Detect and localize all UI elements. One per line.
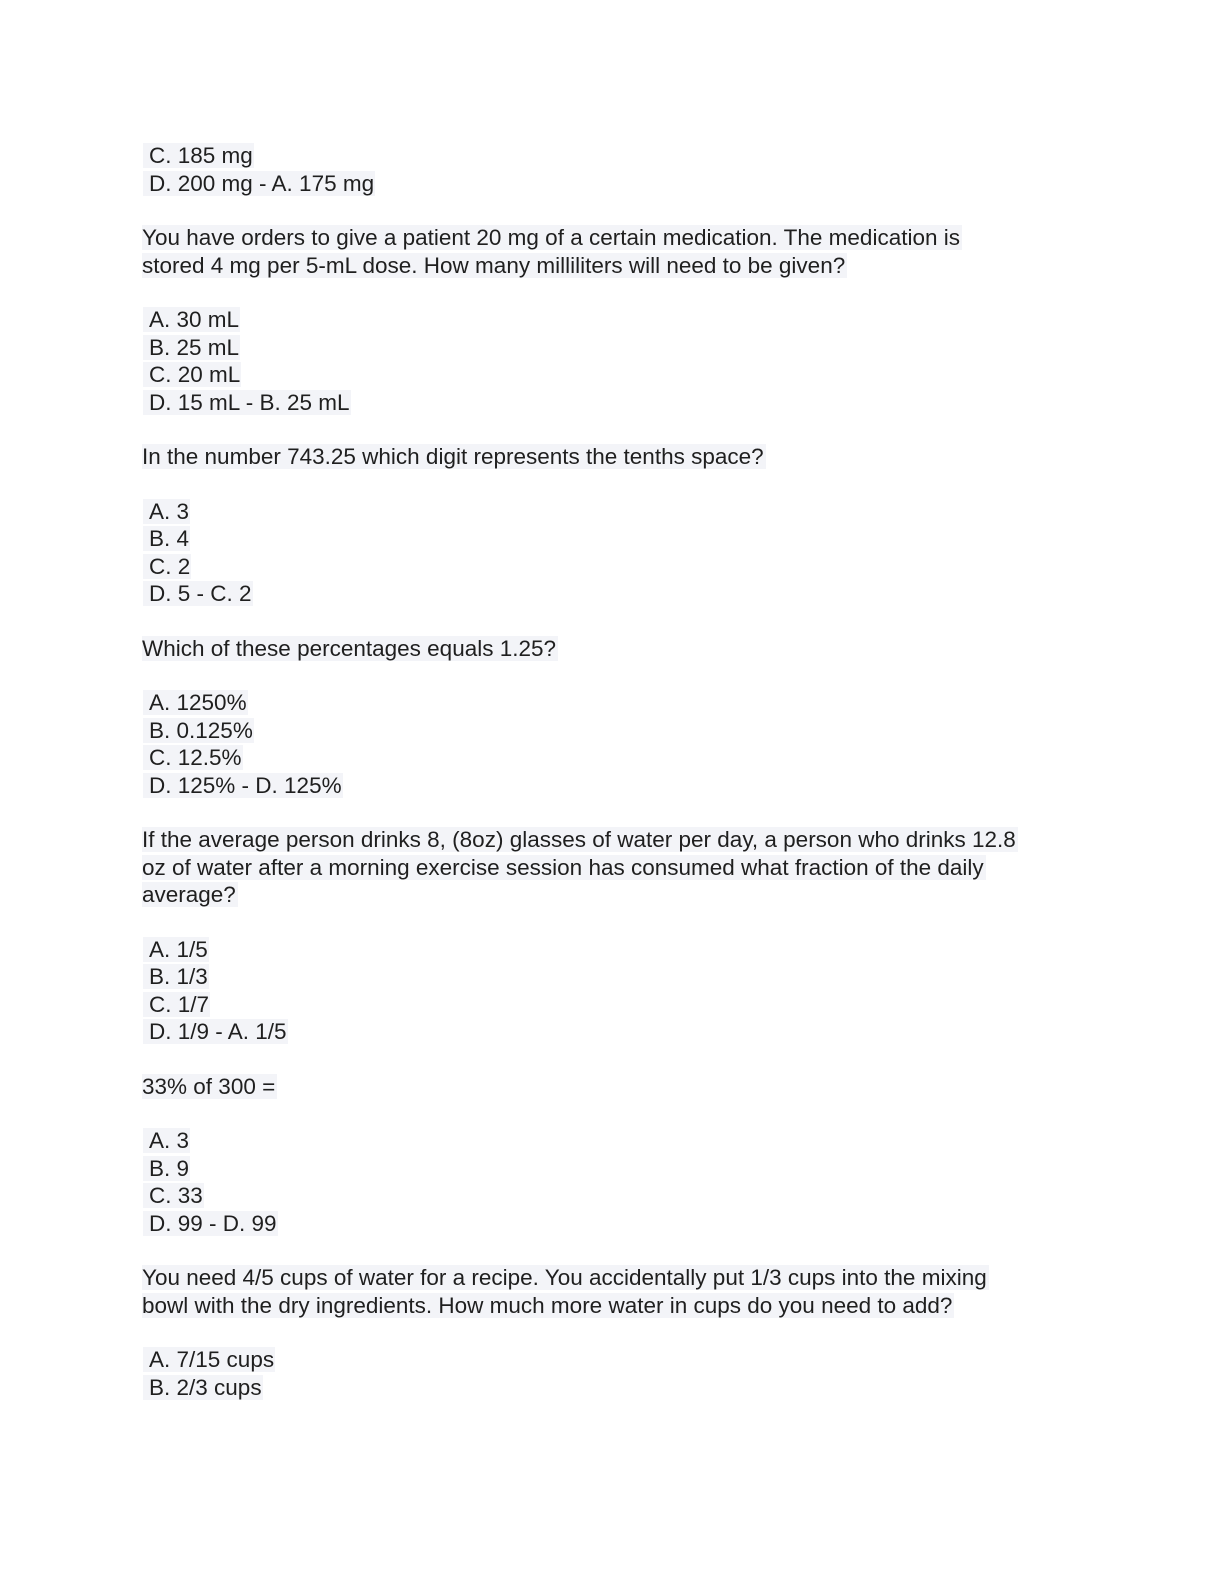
options-block: [142, 1346, 1082, 1401]
option-line: B. 25 mL: [142, 334, 1082, 362]
question-text: If the average person drinks 8, (8oz) glasses of water per day, a person who drinks 12.8: [142, 827, 1016, 852]
question-text: You have orders to give a patient 20 mg of a certain medication. The medication is: [142, 225, 960, 250]
option-line: C. 1/7: [142, 991, 1082, 1019]
option-line: A. 1/5: [142, 936, 1082, 964]
question-block: [142, 1073, 1082, 1101]
option-line: C. 33: [142, 1182, 1082, 1210]
document-page: [142, 142, 1082, 1401]
options-block: [142, 306, 1082, 416]
question-text: You need 4/5 cups of water for a recipe. You accidentally put 1/3 cups into the mixing: [142, 1265, 987, 1290]
option-line: B. 9: [142, 1155, 1082, 1183]
option-line-with-answer: D. 99 - D. 99: [142, 1210, 1082, 1238]
option-line: A. 7/15 cups: [142, 1346, 1082, 1374]
option-line-with-answer: D. 1/9 - A. 1/5: [142, 1018, 1082, 1046]
options-block: [142, 689, 1082, 799]
option-line: A. 1250%: [142, 689, 1082, 717]
question-text: 33% of 300 =: [142, 1073, 276, 1099]
question-block: [142, 224, 1082, 279]
option-line: B. 0.125%: [142, 717, 1082, 745]
question-text: In the number 743.25 which digit represents the tenths space?: [142, 444, 764, 469]
option-line-with-answer: D. 5 - C. 2: [142, 580, 1082, 608]
options-block: [142, 936, 1082, 1046]
question-text: oz of water after a morning exercise session has consumed what fraction of the daily: [142, 854, 984, 880]
question-block: [142, 1264, 1082, 1319]
option-line: B. 4: [142, 525, 1082, 553]
option-line-with-answer: D. 200 mg - A. 175 mg: [142, 170, 1082, 198]
option-line: A. 3: [142, 498, 1082, 526]
option-line: C. 12.5%: [142, 744, 1082, 772]
question-text: bowl with the dry ingredients. How much more water in cups do you need to add?: [142, 1292, 953, 1318]
option-line: A. 3: [142, 1127, 1082, 1155]
options-block: [142, 1127, 1082, 1237]
question-block: [142, 635, 1082, 663]
option-line: A. 30 mL: [142, 306, 1082, 334]
question-block: [142, 826, 1082, 909]
option-line: C. 185 mg: [142, 142, 1082, 170]
option-line-with-answer: D. 125% - D. 125%: [142, 772, 1082, 800]
option-line: C. 20 mL: [142, 361, 1082, 389]
options-block: [142, 498, 1082, 608]
option-line-with-answer: D. 15 mL - B. 25 mL: [142, 389, 1082, 417]
question-text: Which of these percentages equals 1.25?: [142, 635, 557, 661]
question-block: [142, 443, 1082, 471]
options-block: [142, 142, 1082, 197]
question-text: stored 4 mg per 5-mL dose. How many milliliters will need to be given?: [142, 252, 846, 278]
question-text: average?: [142, 882, 236, 907]
option-line: C. 2: [142, 553, 1082, 581]
option-line: B. 1/3: [142, 963, 1082, 991]
option-line: B. 2/3 cups: [142, 1374, 1082, 1402]
